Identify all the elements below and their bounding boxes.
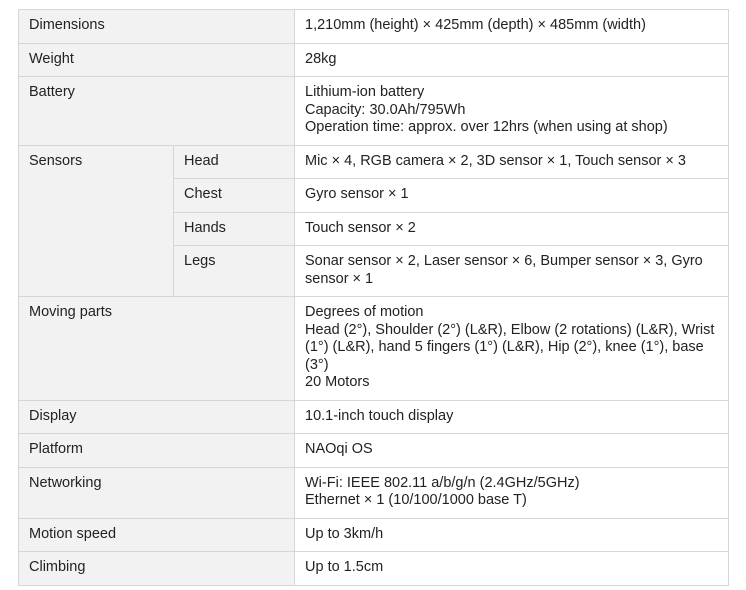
table-row-display bbox=[19, 400, 729, 434]
row-value: 1,210mm (height) × 425mm (depth) × 485mm (width) bbox=[295, 10, 729, 44]
row-label: Networking bbox=[19, 467, 295, 518]
table-row-battery bbox=[19, 77, 729, 146]
row-value: Touch sensor × 2 bbox=[295, 212, 729, 246]
row-label: Dimensions bbox=[19, 10, 295, 44]
row-value: Sonar sensor × 2, Laser sensor × 6, Bumper sensor × 3, Gyro sensor × 1 bbox=[295, 246, 729, 297]
row-value bbox=[295, 297, 729, 401]
row-label: Weight bbox=[19, 43, 295, 77]
row-value: 10.1-inch touch display bbox=[295, 400, 729, 434]
row-label: Sensors bbox=[19, 145, 174, 297]
row-label: Battery bbox=[19, 77, 295, 146]
sub-label: Legs bbox=[174, 246, 295, 297]
value-line: Wi-Fi: IEEE 802.11 a/b/g/n (2.4GHz/5GHz) bbox=[305, 474, 580, 491]
table-row-weight bbox=[19, 43, 729, 77]
value-line: Operation time: approx. over 12hrs (when using at shop) bbox=[305, 119, 668, 135]
row-value: Gyro sensor × 1 bbox=[295, 179, 729, 213]
spec-table bbox=[18, 9, 729, 586]
row-label: Moving parts bbox=[19, 297, 295, 401]
table-row-climbing bbox=[19, 552, 729, 586]
value-line: Lithium-ion battery bbox=[305, 84, 425, 100]
value-line: 20 Motors bbox=[305, 374, 370, 390]
table-row-sensors-head bbox=[19, 145, 729, 179]
value-line: Capacity: 30.0Ah/795Wh bbox=[305, 101, 466, 118]
row-value bbox=[295, 77, 729, 146]
row-label: Motion speed bbox=[19, 518, 295, 552]
table-row-networking bbox=[19, 467, 729, 518]
row-value bbox=[295, 467, 729, 518]
sub-label: Head bbox=[174, 145, 295, 179]
table-row-motion-speed bbox=[19, 518, 729, 552]
table-row-platform bbox=[19, 434, 729, 468]
value-line: Head (2°), Shoulder (2°) (L&R), Elbow (2 rotations) (L&R), Wrist (1°) (L&R), hand 5 fingers (1°) (L&R), Hip (2°), knee (1°), base (3°) bbox=[305, 321, 715, 373]
row-label: Display bbox=[19, 400, 295, 434]
value-line: Degrees of motion bbox=[305, 304, 424, 320]
value-line: Ethernet × 1 (10/100/1000 base T) bbox=[305, 492, 527, 508]
row-value: 28kg bbox=[295, 43, 729, 77]
sub-label: Chest bbox=[174, 179, 295, 213]
table-row-dimensions bbox=[19, 10, 729, 44]
sub-label: Hands bbox=[174, 212, 295, 246]
row-value: NAOqi OS bbox=[295, 434, 729, 468]
row-label: Climbing bbox=[19, 552, 295, 586]
row-value: Mic × 4, RGB camera × 2, 3D sensor × 1, Touch sensor × 3 bbox=[295, 145, 729, 179]
table-row-moving-parts bbox=[19, 297, 729, 401]
row-value: Up to 3km/h bbox=[295, 518, 729, 552]
row-value: Up to 1.5cm bbox=[295, 552, 729, 586]
row-label: Platform bbox=[19, 434, 295, 468]
